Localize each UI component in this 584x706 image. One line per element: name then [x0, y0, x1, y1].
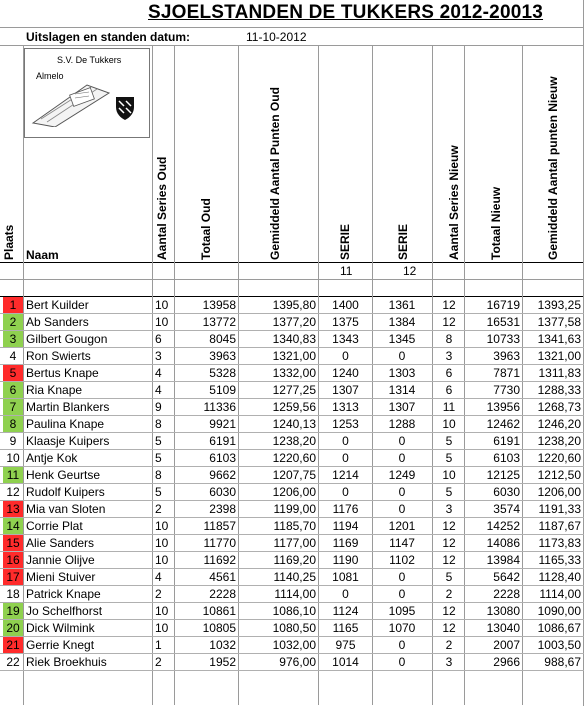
cell-totaal-nieuw: 12125: [486, 468, 520, 482]
cell-gemiddeld-oud: 1169,20: [273, 553, 316, 567]
club-logo: [24, 48, 150, 138]
cell-plaats: 7: [3, 399, 23, 416]
cell-totaal-nieuw: 16719: [486, 298, 520, 312]
cell-gemiddeld-nieuw: 1220,60: [537, 451, 581, 465]
header-naam: Naam: [26, 248, 59, 262]
cell-naam: Bert Kuilder: [26, 298, 89, 312]
cell-naam: Jannie Olijve: [26, 553, 95, 567]
cell-aantal-series-oud: 1: [155, 638, 162, 652]
cell-plaats: 22: [6, 655, 20, 669]
table-row: [0, 501, 584, 518]
cell-naam: Ria Knape: [26, 383, 83, 397]
table-row: [0, 654, 584, 671]
cell-aantal-series-nieuw: 12: [442, 553, 456, 567]
logo-city: Almelo: [36, 71, 64, 81]
cell-gemiddeld-nieuw: 1206,00: [537, 485, 581, 499]
cell-totaal-oud: 13958: [202, 298, 236, 312]
header-serie-12: SERIE: [396, 223, 410, 260]
cell-aantal-series-nieuw: 2: [445, 638, 453, 652]
table-row: [0, 297, 584, 314]
cell-serie-11: 0: [342, 349, 349, 363]
cell-plaats: 12: [6, 485, 20, 499]
cell-aantal-series-nieuw: 12: [442, 315, 456, 329]
cell-aantal-series-oud: 10: [155, 315, 169, 329]
cell-naam: Henk Geurtse: [26, 468, 101, 482]
cell-aantal-series-nieuw: 12: [442, 536, 456, 550]
cell-plaats: 5: [3, 365, 23, 382]
cell-aantal-series-oud: 2: [155, 587, 162, 601]
cell-plaats: 20: [3, 620, 23, 637]
cell-naam: Ab Sanders: [26, 315, 89, 329]
cell-naam: Paulina Knape: [26, 417, 105, 431]
cell-gemiddeld-oud: 1377,20: [272, 315, 316, 329]
cell-aantal-series-nieuw: 3: [445, 502, 453, 516]
serie-12-number: 12: [403, 264, 417, 278]
cell-aantal-series-oud: 8: [155, 417, 162, 431]
cell-aantal-series-oud: 9: [155, 400, 162, 414]
cell-gemiddeld-nieuw: 988,67: [544, 655, 581, 669]
cell-serie-11: 1240: [332, 366, 359, 380]
cell-serie-12: 1314: [388, 383, 416, 397]
table-row: [0, 620, 584, 637]
header-totaal-oud: Totaal Oud: [199, 198, 213, 260]
table-row: [0, 382, 584, 399]
grid-line: [0, 45, 584, 46]
table-row: [0, 484, 584, 501]
cell-gemiddeld-nieuw: 1187,67: [538, 519, 581, 533]
cell-totaal-oud: 2228: [209, 587, 236, 601]
serie-11-number: 11: [340, 264, 353, 278]
cell-totaal-nieuw: 2966: [493, 655, 520, 669]
grid-line: [0, 279, 584, 280]
cell-gemiddeld-nieuw: 1191,33: [538, 502, 581, 516]
cell-serie-11: 1014: [332, 655, 359, 669]
cell-aantal-series-nieuw: 8: [445, 332, 453, 346]
cell-gemiddeld-oud: 1332,00: [272, 366, 316, 380]
cell-totaal-oud: 8045: [209, 332, 236, 346]
cell-gemiddeld-nieuw: 1246,20: [537, 417, 581, 431]
cell-gemiddeld-nieuw: 1377,58: [537, 315, 581, 329]
cell-aantal-series-nieuw: 3: [445, 349, 453, 363]
cell-gemiddeld-nieuw: 1114,00: [539, 587, 581, 601]
cell-gemiddeld-oud: 1177,00: [273, 536, 316, 550]
cell-totaal-nieuw: 5642: [493, 570, 520, 584]
cell-serie-12: 0: [398, 502, 406, 516]
cell-gemiddeld-nieuw: 1393,25: [537, 298, 581, 312]
cell-gemiddeld-nieuw: 1165,33: [538, 553, 581, 567]
cell-aantal-series-oud: 10: [155, 553, 169, 567]
cell-totaal-nieuw: 14086: [486, 536, 520, 550]
cell-aantal-series-oud: 5: [155, 434, 162, 448]
cell-totaal-oud: 5109: [209, 383, 236, 397]
cell-aantal-series-nieuw: 3: [445, 655, 453, 669]
cell-aantal-series-nieuw: 12: [442, 298, 456, 312]
date-value: 11-10-2012: [246, 30, 307, 44]
cell-plaats: 2: [3, 314, 23, 331]
cell-totaal-oud: 5328: [209, 366, 236, 380]
cell-totaal-oud: 1952: [209, 655, 236, 669]
cell-gemiddeld-oud: 1140,25: [273, 570, 316, 584]
cell-plaats: 13: [3, 501, 23, 518]
cell-plaats: 3: [3, 331, 23, 348]
cell-gemiddeld-oud: 1080,50: [272, 621, 316, 635]
cell-aantal-series-oud: 8: [155, 468, 162, 482]
cell-totaal-oud: 1032: [209, 638, 236, 652]
cell-naam: Bertus Knape: [26, 366, 99, 380]
cell-plaats: 17: [3, 569, 23, 586]
cell-serie-12: 1361: [388, 298, 416, 312]
cell-gemiddeld-nieuw: 1321,00: [537, 349, 581, 363]
cell-serie-11: 0: [342, 451, 349, 465]
cell-plaats: 16: [3, 552, 23, 569]
standings-table: [0, 297, 584, 671]
cell-serie-12: 1345: [388, 332, 416, 346]
cell-serie-11: 975: [335, 638, 356, 652]
cell-totaal-nieuw: 13984: [486, 553, 520, 567]
cell-aantal-series-oud: 4: [155, 570, 162, 584]
cell-serie-11: 1253: [332, 417, 359, 431]
cell-totaal-nieuw: 2228: [493, 587, 520, 601]
cell-gemiddeld-oud: 1206,00: [272, 485, 316, 499]
cell-gemiddeld-oud: 1207,75: [272, 468, 316, 482]
cell-gemiddeld-oud: 1340,83: [272, 332, 316, 346]
cell-plaats: 9: [9, 434, 17, 448]
cell-gemiddeld-oud: 1240,13: [272, 417, 316, 431]
cell-aantal-series-nieuw: 6: [445, 366, 453, 380]
cell-totaal-oud: 10861: [202, 604, 236, 618]
cell-aantal-series-oud: 10: [155, 604, 169, 618]
cell-naam: Antje Kok: [26, 451, 78, 465]
cell-naam: Patrick Knape: [26, 587, 101, 601]
cell-totaal-nieuw: 13956: [486, 400, 520, 414]
logo-club-name: S.V. De Tukkers: [57, 55, 122, 65]
cell-serie-12: 0: [398, 570, 406, 584]
cell-aantal-series-oud: 5: [155, 451, 162, 465]
cell-totaal-oud: 3963: [209, 349, 236, 363]
header-aantal-series-nieuw: Aantal Series Nieuw: [447, 145, 461, 260]
cell-aantal-series-oud: 5: [155, 485, 162, 499]
cell-gemiddeld-oud: 1185,70: [273, 519, 316, 533]
cell-aantal-series-nieuw: 10: [442, 417, 456, 431]
cell-serie-11: 1124: [332, 604, 359, 618]
cell-naam: Alie Sanders: [26, 536, 95, 550]
sjoelbak-icon: [31, 79, 111, 127]
grid-line: [0, 262, 584, 263]
header-aantal-series-oud: Aantal Series Oud: [155, 156, 169, 260]
cell-totaal-oud: 11770: [203, 536, 236, 550]
table-row: [0, 586, 584, 603]
table-row: [0, 467, 584, 484]
cell-totaal-nieuw: 6030: [493, 485, 520, 499]
cell-gemiddeld-nieuw: 1311,83: [538, 366, 581, 380]
cell-plaats: 8: [3, 416, 23, 433]
cell-serie-12: 0: [398, 655, 406, 669]
cell-serie-12: 0: [398, 485, 406, 499]
cell-plaats: 14: [3, 518, 23, 535]
cell-aantal-series-nieuw: 2: [445, 587, 453, 601]
table-row: [0, 535, 584, 552]
cell-gemiddeld-nieuw: 1090,00: [537, 604, 581, 618]
cell-aantal-series-nieuw: 12: [442, 621, 456, 635]
cell-serie-12: 0: [398, 434, 406, 448]
cell-aantal-series-oud: 10: [155, 519, 169, 533]
cell-totaal-nieuw: 2007: [493, 638, 520, 652]
cell-totaal-nieuw: 16531: [486, 315, 520, 329]
cell-naam: Jo Schelfhorst: [26, 604, 103, 618]
table-row: [0, 331, 584, 348]
cell-gemiddeld-oud: 1199,00: [273, 502, 316, 516]
cell-aantal-series-oud: 10: [155, 621, 169, 635]
header-gemiddeld-nieuw: Gemiddeld Aantal punten Nieuw: [546, 76, 560, 260]
cell-naam: Riek Broekhuis: [26, 655, 107, 669]
table-row: [0, 348, 584, 365]
table-row: [0, 552, 584, 569]
sheet-title: SJOELSTANDEN DE TUKKERS 2012-20013: [148, 2, 544, 23]
cell-aantal-series-nieuw: 5: [445, 434, 453, 448]
cell-plaats: 1: [3, 297, 23, 314]
cell-totaal-nieuw: 10733: [486, 332, 520, 346]
cell-serie-11: 1081: [332, 570, 359, 584]
table-row: [0, 314, 584, 331]
cell-serie-12: 1288: [388, 417, 416, 431]
cell-plaats: 4: [9, 349, 17, 363]
cell-gemiddeld-oud: 1086,10: [272, 604, 316, 618]
cell-serie-12: 1249: [388, 468, 416, 482]
cell-naam: Dick Wilmink: [26, 621, 95, 635]
cell-totaal-nieuw: 3574: [493, 502, 520, 516]
header-serie-11: SERIE: [338, 223, 352, 260]
cell-aantal-series-nieuw: 11: [442, 400, 456, 414]
cell-serie-11: 1307: [332, 383, 359, 397]
cell-serie-11: 0: [342, 587, 349, 601]
cell-totaal-oud: 6030: [209, 485, 236, 499]
cell-gemiddeld-nieuw: 1268,73: [537, 400, 581, 414]
cell-plaats: 11: [3, 467, 23, 484]
cell-naam: Corrie Plat: [26, 519, 83, 533]
cell-plaats: 6: [3, 382, 23, 399]
cell-plaats: 19: [3, 603, 23, 620]
cell-gemiddeld-nieuw: 1288,33: [537, 383, 581, 397]
cell-gemiddeld-nieuw: 1238,20: [537, 434, 581, 448]
table-row: [0, 399, 584, 416]
cell-naam: Rudolf Kuipers: [26, 485, 105, 499]
cell-gemiddeld-nieuw: 1128,40: [538, 570, 581, 584]
cell-gemiddeld-nieuw: 1212,50: [537, 468, 581, 482]
cell-totaal-oud: 6103: [209, 451, 236, 465]
cell-plaats: 21: [3, 637, 23, 654]
cell-naam: Ron Swierts: [26, 349, 91, 363]
table-row: [0, 569, 584, 586]
cell-totaal-nieuw: 14252: [486, 519, 520, 533]
cell-aantal-series-nieuw: 12: [442, 604, 456, 618]
cell-gemiddeld-oud: 976,00: [279, 655, 316, 669]
cell-serie-11: 1214: [332, 468, 359, 482]
cell-totaal-nieuw: 7871: [493, 366, 520, 380]
cell-serie-12: 1102: [389, 553, 415, 567]
cell-gemiddeld-oud: 1032,00: [272, 638, 316, 652]
cell-serie-11: 1343: [332, 332, 359, 346]
cell-totaal-oud: 9662: [209, 468, 236, 482]
cell-totaal-nieuw: 7730: [493, 383, 520, 397]
cell-naam: Martin Blankers: [26, 400, 110, 414]
grid-line: [0, 27, 584, 28]
table-row: [0, 365, 584, 382]
cell-plaats: 18: [6, 587, 20, 601]
cell-serie-11: 1190: [332, 553, 359, 567]
cell-gemiddeld-nieuw: 1003,50: [537, 638, 581, 652]
cell-totaal-nieuw: 3963: [493, 349, 520, 363]
cell-gemiddeld-nieuw: 1173,83: [538, 536, 581, 550]
cell-serie-12: 0: [398, 638, 406, 652]
header-totaal-nieuw: Totaal Nieuw: [489, 186, 503, 260]
cell-naam: Gilbert Gougon: [26, 332, 108, 346]
cell-totaal-oud: 10805: [202, 621, 236, 635]
cell-serie-11: 1313: [332, 400, 359, 414]
table-row: [0, 603, 584, 620]
table-row: [0, 637, 584, 654]
cell-serie-11: 1375: [332, 315, 359, 329]
cell-serie-12: 1384: [388, 315, 416, 329]
cell-gemiddeld-oud: 1114,00: [274, 587, 316, 601]
cell-aantal-series-oud: 4: [155, 383, 162, 397]
cell-serie-12: 1201: [388, 519, 416, 533]
cell-gemiddeld-oud: 1259,56: [272, 400, 316, 414]
cell-totaal-oud: 4561: [209, 570, 236, 584]
cell-gemiddeld-oud: 1220,60: [272, 451, 316, 465]
cell-totaal-oud: 13772: [202, 315, 236, 329]
cell-totaal-nieuw: 6191: [493, 434, 520, 448]
cell-totaal-oud: 9921: [209, 417, 236, 431]
cell-serie-12: 0: [398, 451, 406, 465]
cell-totaal-oud: 11857: [203, 519, 236, 533]
cell-naam: Klaasje Kuipers: [26, 434, 110, 448]
cell-totaal-nieuw: 6103: [493, 451, 520, 465]
cell-serie-12: 0: [398, 349, 406, 363]
cell-aantal-series-oud: 10: [155, 298, 169, 312]
cell-gemiddeld-oud: 1395,80: [272, 298, 316, 312]
cell-gemiddeld-oud: 1277,25: [272, 383, 316, 397]
cell-naam: Mieni Stuiver: [26, 570, 96, 584]
cell-totaal-oud: 6191: [209, 434, 236, 448]
cell-totaal-nieuw: 13040: [486, 621, 520, 635]
cell-aantal-series-oud: 10: [155, 536, 169, 550]
cell-serie-11: 0: [342, 434, 349, 448]
cell-totaal-nieuw: 12462: [486, 417, 520, 431]
date-label: Uitslagen en standen datum:: [26, 30, 191, 44]
cell-totaal-oud: 11692: [203, 553, 236, 567]
cell-serie-11: 0: [342, 485, 349, 499]
cell-serie-12: 1095: [388, 604, 416, 618]
header-gemiddeld-oud: Gemiddeld Aantal Punten Oud: [268, 87, 282, 260]
cell-gemiddeld-oud: 1238,20: [272, 434, 316, 448]
cell-serie-11: 1169: [332, 536, 359, 550]
cell-serie-11: 1400: [332, 298, 359, 312]
cell-aantal-series-nieuw: 5: [445, 451, 453, 465]
cell-aantal-series-oud: 6: [155, 332, 162, 346]
table-row: [0, 416, 584, 433]
cell-aantal-series-nieuw: 6: [445, 383, 453, 397]
cell-serie-12: 1307: [388, 400, 416, 414]
cell-totaal-nieuw: 13080: [486, 604, 520, 618]
cell-aantal-series-nieuw: 5: [445, 570, 453, 584]
cell-serie-12: 0: [398, 587, 406, 601]
header-plaats: Plaats: [2, 224, 16, 260]
table-row: [0, 450, 584, 467]
cell-aantal-series-oud: 2: [155, 502, 162, 516]
cell-naam: Gerrie Knegt: [26, 638, 95, 652]
cell-gemiddeld-oud: 1321,00: [272, 349, 316, 363]
cell-aantal-series-nieuw: 12: [442, 519, 456, 533]
cell-naam: Mia van Sloten: [26, 502, 106, 516]
table-row: [0, 518, 584, 535]
cell-serie-11: 1194: [332, 519, 359, 533]
cell-aantal-series-nieuw: 5: [445, 485, 453, 499]
cell-totaal-oud: 2398: [209, 502, 236, 516]
table-row: [0, 433, 584, 450]
cell-gemiddeld-nieuw: 1341,63: [537, 332, 581, 346]
cell-aantal-series-nieuw: 10: [442, 468, 456, 482]
cell-serie-12: 1147: [389, 536, 415, 550]
shield-icon: [114, 95, 136, 121]
cell-aantal-series-oud: 3: [155, 349, 162, 363]
cell-aantal-series-oud: 2: [155, 655, 162, 669]
cell-totaal-oud: 11336: [203, 400, 236, 414]
cell-serie-11: 1176: [332, 502, 359, 516]
cell-serie-11: 1165: [332, 621, 359, 635]
cell-plaats: 15: [3, 535, 23, 552]
cell-serie-12: 1303: [388, 366, 416, 380]
cell-aantal-series-oud: 4: [155, 366, 162, 380]
row-divider: [0, 670, 584, 671]
cell-serie-12: 1070: [388, 621, 416, 635]
cell-gemiddeld-nieuw: 1086,67: [537, 621, 581, 635]
cell-plaats: 10: [6, 451, 20, 465]
